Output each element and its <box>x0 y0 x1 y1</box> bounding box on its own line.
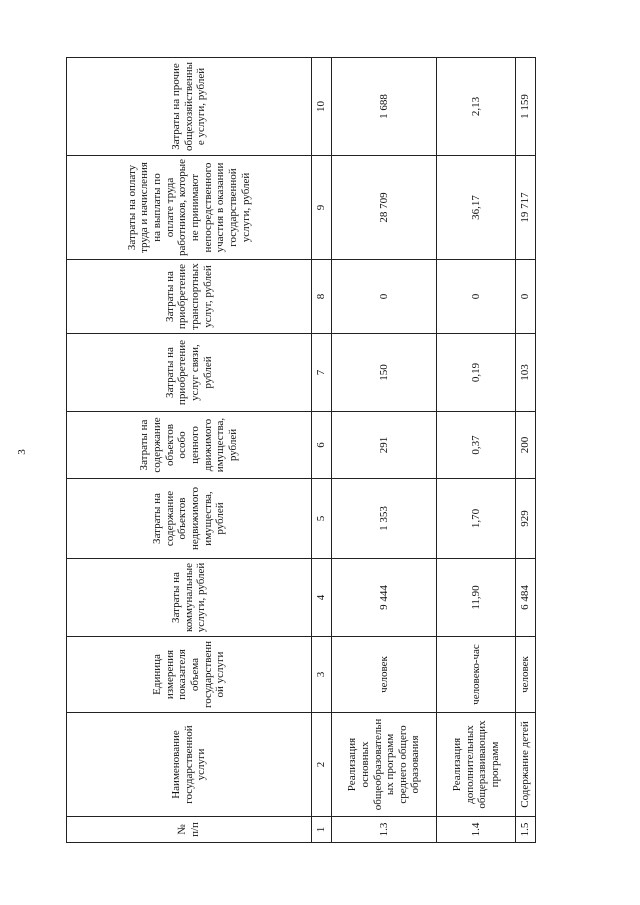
table-cell: 0,19 <box>437 334 516 412</box>
header-cell: Затраты на коммунальные услуги, рублей <box>67 559 312 637</box>
table-cell: 150 <box>331 334 437 412</box>
page-number: 3 <box>16 449 28 455</box>
table-cell: человеко-час <box>437 637 516 713</box>
table-row <box>331 58 437 843</box>
column-number-cell: 9 <box>312 156 332 260</box>
column-number-cell: 8 <box>312 260 332 334</box>
column-number-cell: 2 <box>312 713 332 817</box>
table-cell: Содержание детей <box>516 713 536 817</box>
table-cell: 1.5 <box>516 817 536 843</box>
table-cell: 19 717 <box>516 156 536 260</box>
header-row <box>67 58 312 843</box>
column-number-cell: 5 <box>312 479 332 559</box>
table-cell: 28 709 <box>331 156 437 260</box>
table-cell: 1 159 <box>516 58 536 156</box>
column-number-cell: 1 <box>312 817 332 843</box>
table-cell: человек <box>516 637 536 713</box>
header-cell: Затраты на приобретение транспортных услуг, рублей <box>67 260 312 334</box>
table-cell: 9 444 <box>331 559 437 637</box>
column-number-cell: 7 <box>312 334 332 412</box>
table-cell: 2,13 <box>437 58 516 156</box>
header-cell: Единица измерения показателя объема государственной услуги <box>67 637 312 713</box>
column-number-cell: 6 <box>312 412 332 479</box>
table-cell: 291 <box>331 412 437 479</box>
table-cell: Реализация дополнительных общеразвивающих программ <box>437 713 516 817</box>
table-cell: 0,37 <box>437 412 516 479</box>
rotated-table-container <box>66 58 536 843</box>
table-cell: 1 688 <box>331 58 437 156</box>
table-cell: 1,70 <box>437 479 516 559</box>
table-cell: 0 <box>331 260 437 334</box>
table-cell: Реализация основных общеобразовательных программ среднего общего образования <box>331 713 437 817</box>
header-cell: Затраты на содержание объектов особо ценного движимого имущества, рублей <box>67 412 312 479</box>
header-cell: Затраты на оплату труда и начисления на выплаты по оплате труда работников, которые не принимают непосредственного участия в оказании государственной услуги, рублей <box>67 156 312 260</box>
header-cell: Затраты на содержание объектов недвижимого имущества, рублей <box>67 479 312 559</box>
header-cell: Затраты на прочие общехозяйственные услуги, рублей <box>67 58 312 156</box>
column-number-cell: 10 <box>312 58 332 156</box>
cost-table <box>66 57 536 843</box>
table-cell: 1.3 <box>331 817 437 843</box>
table-row <box>516 58 536 843</box>
table-cell: 929 <box>516 479 536 559</box>
table-cell: 103 <box>516 334 536 412</box>
table-cell: 6 484 <box>516 559 536 637</box>
table-cell: 200 <box>516 412 536 479</box>
table-cell: 36,17 <box>437 156 516 260</box>
header-cell: № п/п <box>67 817 312 843</box>
header-cell: Наименование государственной услуги <box>67 713 312 817</box>
table-cell: 0 <box>437 260 516 334</box>
column-number-row <box>312 58 332 843</box>
table-cell: человек <box>331 637 437 713</box>
column-number-cell: 3 <box>312 637 332 713</box>
header-cell: Затраты на приобретение услуг связи, рублей <box>67 334 312 412</box>
table-cell: 1 353 <box>331 479 437 559</box>
table-row <box>437 58 516 843</box>
column-number-cell: 4 <box>312 559 332 637</box>
table-cell: 0 <box>516 260 536 334</box>
table-cell: 11,90 <box>437 559 516 637</box>
table-cell: 1.4 <box>437 817 516 843</box>
